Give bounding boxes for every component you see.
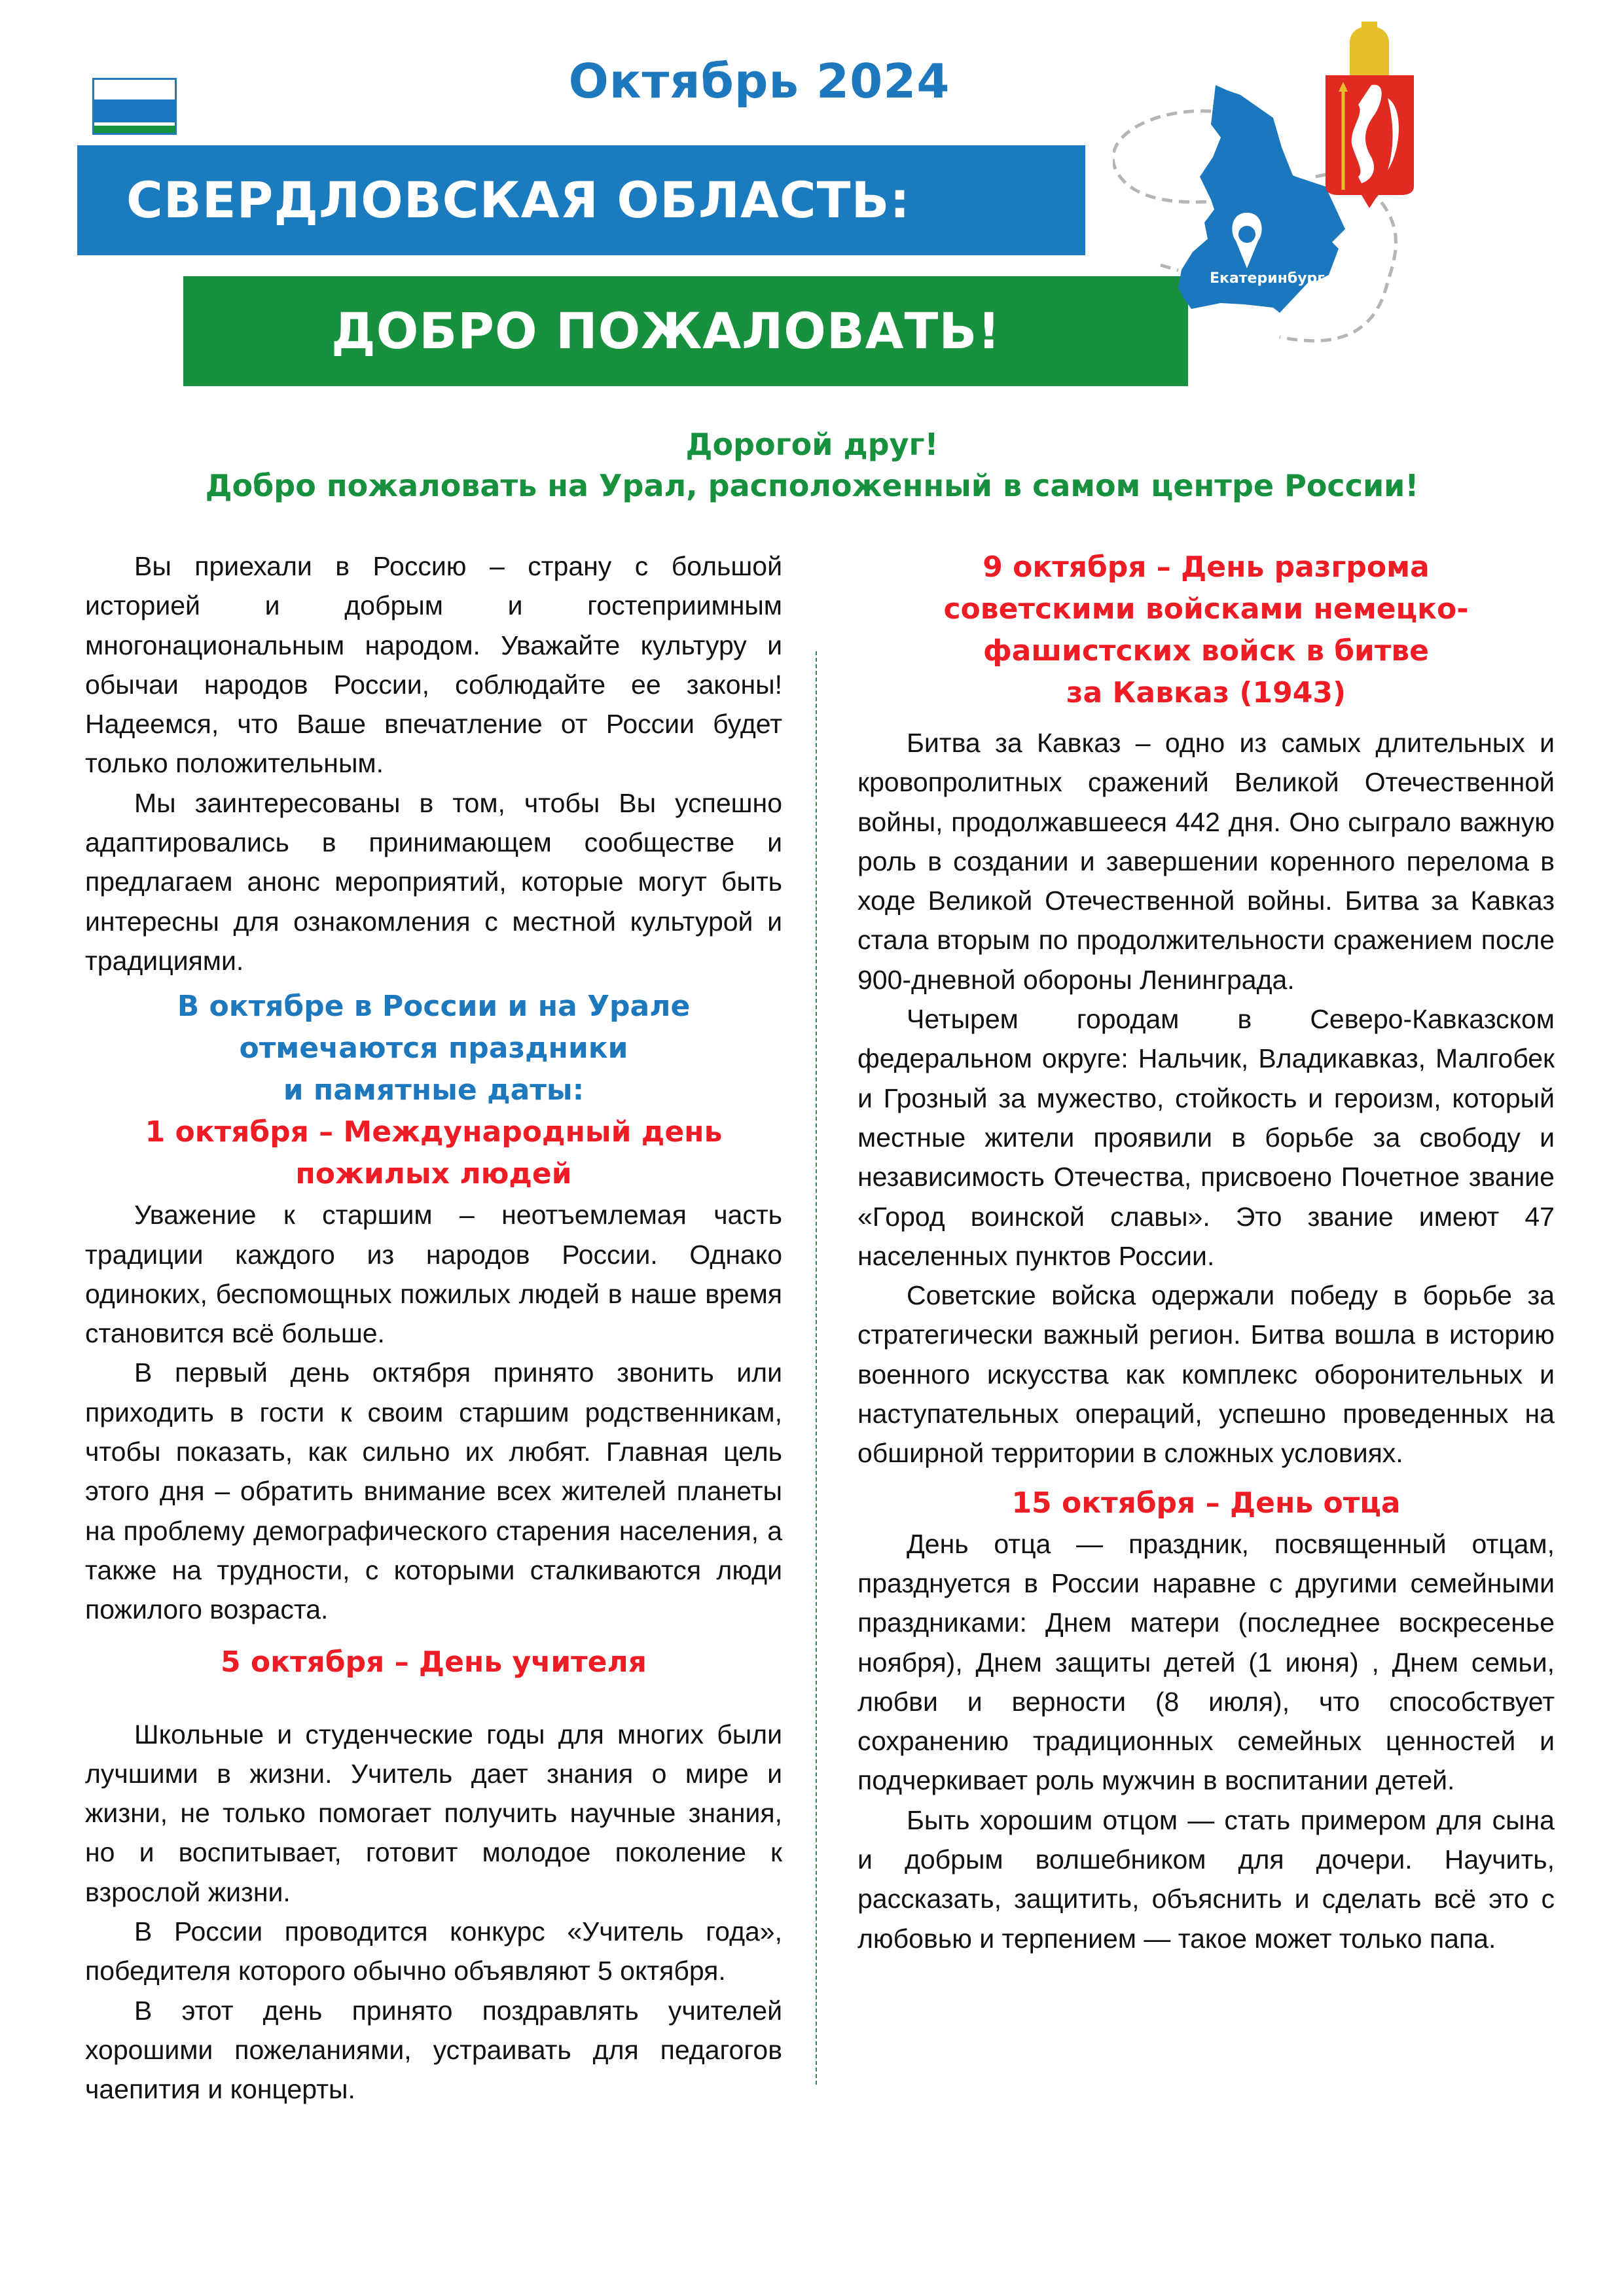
- event-paragraph: Советские войска одержали победу в борьбе за стратегически важный регион. Битва вошла в историю военного искусства как комплекс оборонительных и наступательных операций, успешно проведенных на обширной территории в сложных условиях.: [857, 1280, 1555, 1469]
- event-title: за Кавказ (1943): [1066, 676, 1346, 709]
- welcome-banner: [183, 276, 1188, 386]
- event-title: 15 октября – День отца: [1011, 1486, 1401, 1520]
- sverdlovsk-oblast-flag-icon: [92, 78, 177, 135]
- region-banner: [77, 145, 1085, 255]
- event-paragraph: Четырем городам в Северо-Кавказском федеральном округе: Нальчик, Владикавказ, Малгобек и Грозный за мужество, стойкость и героизм, который местные жители проявили в борьбе за свободу и независимость Отечества, присвоено Почетное звание «Город воинской славы». Это звание имеют 47 населенных пунктов России.: [857, 1004, 1555, 1271]
- event-teachers-day: [85, 1641, 782, 2109]
- event-paragraph: В этот день принято поздравлять учителей хорошими пожеланиями, устраивать для педагогов чаепития и концерты.: [85, 1995, 782, 2105]
- event-title: 9 октября – День разгрома: [983, 550, 1430, 584]
- coat-of-arms-icon: [1326, 22, 1414, 208]
- welcome-banner-text: ДОБРО ПОЖАЛОВАТЬ!: [331, 302, 1001, 360]
- intro-paragraph: Вы приехали в Россию – страну с большой историей и добрым и гостеприимным многонациональным народом. Уважайте культуру и обычаи народов России, соблюдайте ее законы! Надеемся, что Ваше впечатление от России будет только положительным.: [85, 551, 782, 779]
- greeting-line-2: Добро пожаловать на Урал, расположенный в самом центре России!: [205, 468, 1419, 503]
- event-paragraph: Быть хорошим отцом — стать примером для сына и добрым волшебником для дочери. Научить, рассказать, защитить, объяснить и сделать всё это с любовью и терпением — такое может только папа.: [857, 1804, 1555, 1954]
- section-heading: [85, 986, 782, 1111]
- column-divider: [816, 651, 817, 2085]
- region-banner-text: СВЕРДЛОВСКАЯ ОБЛАСТЬ:: [126, 171, 911, 229]
- event-title: 5 октября – День учителя: [221, 1645, 647, 1679]
- section-heading-line: отмечаются праздники: [239, 1031, 628, 1066]
- event-fathers-day: [857, 1482, 1555, 1958]
- route-dashed-line-3: [1161, 265, 1178, 270]
- event-paragraph: В первый день октября принято звонить или приходить в гости к своим старшим родственникам, чтобы показать, как сильно их любят. Главная цель этого дня – обратить внимание всех жителей планеты на проблему демографического старения населения, а также на трудности, с которыми сталкиваются люди пожилого возраста.: [85, 1357, 782, 1625]
- greeting-line-1: Дорогой друг!: [685, 427, 939, 462]
- event-paragraph: Школьные и студенческие годы для многих были лучшими в жизни. Учитель дает знания о мире и жизни, не только помогает получить научные знания, но и воспитывает, готовит молодое поколение к взрослой жизни.: [85, 1719, 782, 1907]
- event-title: пожилых людей: [295, 1157, 572, 1191]
- event-paragraph: Уважение к старшим – неотъемлемая часть традиции каждого из народов России. Однако одиноких, беспомощных пожилых людей в наше время становится всё больше.: [85, 1200, 782, 1349]
- event-paragraph: День отца — праздник, посвященный отцам, празднуется в России наравне с другими семейными праздниками: Днем матери (последнее воскресенье ноября), Днем защиты детей (1 июня) , Днем семьи, любви и верности (8 июля), что способствует сохранению традиционных семейных ценностей и подчеркивает роль мужчин в воспитании детей.: [857, 1528, 1555, 1796]
- map-city-label: Екатеринбург: [1210, 270, 1325, 287]
- event-paragraph: Битва за Кавказ – одно из самых длительных и кровопролитных сражений Великой Отечественной войны, продолжавшееся 442 дня. Оно сыграло важную роль в создании и завершении коренного перелома в ходе Великой Отечественной войны. Битва за Кавказ стала вторым по продолжительности сражением после 900-дневной обороны Ленинграда.: [857, 728, 1555, 995]
- event-older-persons-day: [85, 1111, 782, 1629]
- event-title: советскими войсками немецко-: [943, 592, 1469, 626]
- month-title: Октябрь 2024: [568, 54, 950, 109]
- section-heading-line: и памятные даты:: [283, 1073, 585, 1107]
- greeting: [0, 424, 1624, 507]
- map-illustration: [1113, 0, 1624, 406]
- event-caucasus-battle: [857, 547, 1555, 1473]
- region-map-svg: [1113, 0, 1624, 406]
- route-dashed-line: [1113, 111, 1211, 202]
- left-column: [85, 547, 782, 2109]
- event-title: фашистских войск в битве: [983, 634, 1430, 668]
- right-column: [857, 547, 1555, 1958]
- event-title: 1 октября – Международный день: [145, 1115, 723, 1149]
- event-paragraph: В России проводится конкурс «Учитель года», победителя которого обычно объявляют 5 октября.: [85, 1916, 782, 1986]
- intro-paragraph: Мы заинтересованы в том, чтобы Вы успешно адаптировались в принимающем сообществе и предлагаем анонс мероприятий, которые могут быть интересны для ознакомления с местной культурой и традициями.: [85, 787, 782, 976]
- section-heading-line: В октябре в России и на Урале: [177, 990, 691, 1024]
